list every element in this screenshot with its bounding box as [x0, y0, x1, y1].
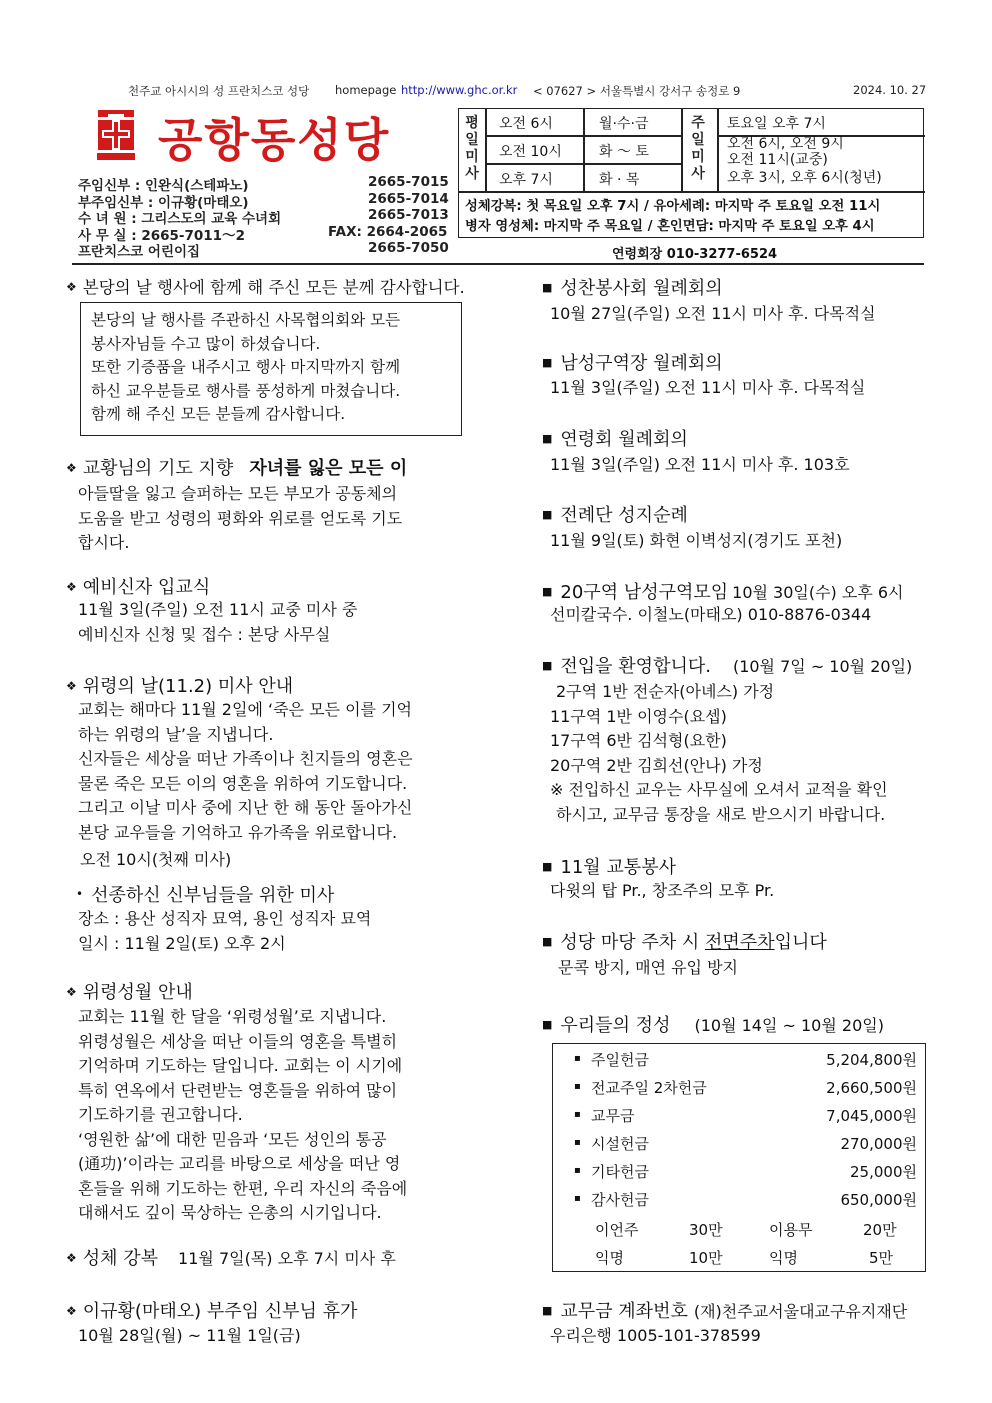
- weekday-mass-label: 평일미사: [465, 115, 479, 182]
- text-line: 물론 죽은 모든 이의 영혼을 위하여 기도합니다.: [78, 773, 408, 793]
- section-when: 10월 30일(수) 오후 6시: [732, 583, 904, 602]
- notice-line: 병자 영성체: 마지막 주 목요일 / 혼인면담: 마지막 주 토요일 오후 4시: [465, 219, 875, 234]
- square-bullet-icon: ■: [542, 585, 553, 598]
- text-line: 예비신자 신청 및 접수 : 본당 사무실: [78, 624, 331, 644]
- diamond-icon: ❖: [66, 985, 77, 999]
- issue-date: 2024. 10. 27: [853, 83, 927, 97]
- priests-mass-title: • 선종하신 신부님들을 위한 미사: [76, 885, 335, 906]
- all-souls-time: 오전 10시(첫째 미사): [80, 850, 232, 869]
- section-detail: 문콕 방지, 매연 유입 방지: [558, 958, 738, 977]
- square-bullet-icon: ■: [542, 860, 553, 873]
- staff-row: [78, 190, 449, 211]
- staff-phone: 2665-7014: [368, 190, 449, 207]
- diamond-icon: ❖: [66, 280, 77, 294]
- text-line: 일시 : 11월 2일(토) 오후 2시: [78, 933, 286, 953]
- catechumen-title: ❖ 예비신자 입교식: [66, 577, 211, 598]
- sunday-mass-line: 오후 3시, 오후 6시(청년): [727, 170, 882, 186]
- priests-mass-text: [78, 907, 371, 956]
- address: < 07627 > 서울특별시 강서구 송정로 9: [533, 84, 741, 98]
- section-detail: 선미칼국수. 이철노(마태오) 010-8876-0344: [550, 605, 872, 624]
- text-line: 11월 3일(주일) 오전 11시 교중 미사 중: [78, 600, 358, 619]
- sunday-mass-label: 주일미사: [691, 115, 705, 182]
- text-line: 특히 연옥에서 단련받는 영혼들을 위하여 많이: [78, 1080, 398, 1100]
- staff-list: [78, 174, 449, 260]
- staff-row: [78, 207, 449, 227]
- thanks-line: 함께 해 주신 모든 분들께 감사합니다.: [91, 405, 346, 423]
- saturday-mass: 토요일 오후 7시: [727, 116, 826, 132]
- bullet-icon: •: [76, 887, 84, 901]
- benediction-detail: 11월 7일(목) 오후 7시 미사 후: [178, 1249, 396, 1268]
- square-bullet-icon: ■: [542, 356, 553, 369]
- thanks-line: 봉사자님들 수고 많이 하셨습니다.: [91, 334, 321, 353]
- square-bullet-icon: ■: [542, 432, 553, 445]
- section-detail: 11월 3일(주일) 오전 11시 미사 후. 103호: [550, 455, 850, 474]
- text-line: 기억하며 기도하는 달입니다. 교회는 이 시기에: [78, 1056, 403, 1075]
- staff-label: 주임신부 : 인완식(스테파노): [78, 178, 249, 194]
- section-title: ■ 성당 마당 주차 시 전면주차입니다: [542, 932, 827, 953]
- weekday-days: 화 ～ 토: [599, 144, 649, 160]
- parish-name: 천주교 아시시의 성 프란치스코 성당: [128, 84, 310, 98]
- offering-row: ▪ 교무금 7,045,000원: [574, 1107, 917, 1125]
- text-line: 그리고 이날 미사 중에 지난 한 해 동안 돌아가신: [78, 798, 413, 817]
- text-line: 합시다.: [78, 533, 130, 552]
- section-period: (10월 14일 ~ 10월 20일): [694, 1016, 884, 1035]
- offering-row: ▪ 감사헌금 650,000원: [574, 1191, 917, 1209]
- church-logo-icon: [94, 108, 138, 162]
- thanks-title: ❖ 본당의 날 행사에 함께 해 주신 모든 분께 감사합니다.: [66, 278, 465, 297]
- section-title: ■ 남성구역장 월례회의: [542, 353, 723, 374]
- square-bullet-icon: ■: [542, 1304, 553, 1317]
- staff-phone: 2665-7050: [368, 240, 449, 256]
- square-bullet-icon: ■: [542, 508, 553, 521]
- section-detail: 11월 3일(주일) 오전 11시 미사 후. 다목적실: [550, 378, 866, 397]
- account-number: 우리은행 1005-101-378599: [550, 1326, 761, 1345]
- diamond-icon: ❖: [66, 1251, 77, 1265]
- emphasis: 전면주차: [705, 932, 775, 953]
- vacation-title: ❖ 이규황(마태오) 부주임 신부님 휴가: [66, 1301, 358, 1322]
- month-of-souls-text: [78, 1005, 458, 1226]
- text-line: 17구역 6반 김석형(요한): [550, 731, 727, 750]
- text-line: 대해서도 깊이 묵상하는 은총의 시기입니다.: [78, 1203, 382, 1222]
- sunday-mass-line: 오전 11시(교중): [727, 152, 828, 168]
- account-org: (재)천주교서울대교구유지재단: [693, 1302, 908, 1321]
- thanks-box: [80, 302, 462, 436]
- section-period: (10월 7일 ~ 10월 20일): [732, 657, 913, 676]
- month-of-souls-title: ❖ 위령성월 안내: [66, 982, 193, 1003]
- text-line: 교회는 11월 한 달을 ‘위령성월’로 지냅니다.: [78, 1007, 387, 1026]
- homepage-link[interactable]: http://www.ghc.or.kr: [401, 83, 518, 97]
- weekday-time: 오전 10시: [499, 144, 562, 160]
- weekday-days: 화 · 목: [599, 172, 640, 188]
- diamond-icon: ❖: [66, 461, 77, 475]
- text-line: 11구역 1반 이영수(요셉): [550, 706, 727, 726]
- text-line: ‘영원한 삶’에 대한 믿음과 ‘모든 성인의 통공: [78, 1129, 387, 1149]
- pope-intention-title: ❖ 교황님의 기도 지향 자녀를 잃은 모든 이: [66, 458, 408, 479]
- pope-intention-theme: 자녀를 잃은 모든 이: [249, 458, 408, 479]
- staff-row: [78, 223, 448, 244]
- newcomers-list: [550, 680, 888, 827]
- text-line: 본당 교우들을 기억하고 유가족을 위로합니다.: [78, 822, 398, 842]
- thanks-line: 또한 기증품을 내주시고 행사 마지막까지 함께: [91, 358, 401, 376]
- thanks-line: 본당의 날 행사를 주관하신 사목협의회와 모든: [91, 311, 401, 329]
- text-line: 하는 위령의 날’을 지냅니다.: [78, 724, 274, 744]
- text-line: 2구역 1반 전순자(아녜스) 가정: [556, 682, 775, 701]
- all-souls-title: ❖ 위령의 날(11.2) 미사 안내: [66, 676, 294, 697]
- staff-label: 부주임신부 : 이규황(마태오): [78, 194, 249, 211]
- mass-schedule-table: [458, 108, 924, 238]
- catechumen-text: [78, 598, 357, 647]
- staff-row: [78, 240, 449, 260]
- offering-row: ▪ 시설헌금 270,000원: [574, 1135, 917, 1153]
- diamond-icon: ❖: [66, 679, 77, 693]
- text-line: 하시고, 교무금 통장을 새로 받으시기 바랍니다.: [556, 804, 886, 824]
- notice-line: 성체강복: 첫 목요일 오후 7시 / 유아세례: 마지막 주 토요일 오전 11시: [465, 199, 881, 214]
- text-line: 교회는 해마다 11월 2일에 ‘죽은 모든 이를 기억: [78, 700, 412, 719]
- section-title: ■ 11월 교통봉사: [542, 857, 676, 878]
- section-title: ■ 20구역 남성구역모임 10월 30일(수) 오후 6시: [542, 582, 904, 603]
- section-title: ■ 전입을 환영합니다. (10월 7일 ~ 10월 20일): [542, 656, 913, 677]
- weekday-time: 오전 6시: [499, 116, 553, 132]
- section-detail: 다윗의 탑 Pr., 창조주의 모후 Pr.: [550, 881, 775, 900]
- text-line: (通功)’이라는 교리를 바탕으로 세상을 떠난 영: [78, 1154, 401, 1173]
- sunday-mass-line: 오전 6시, 오전 9시: [727, 136, 844, 152]
- diamond-icon: ❖: [66, 580, 77, 594]
- weekday-days: 월·수·금: [599, 116, 649, 132]
- text-line: 위령성월은 세상을 떠난 이들의 영혼을 특별히: [78, 1031, 398, 1051]
- square-bullet-icon: ■: [542, 935, 553, 948]
- staff-label: 프란치스코 어린이집: [78, 244, 201, 260]
- homepage-label: homepage: [335, 83, 397, 97]
- offering-row: ▪ 전교주일 2차헌금 2,660,500원: [574, 1079, 917, 1097]
- vacation-detail: 10월 28일(월) ~ 11월 1일(금): [78, 1326, 301, 1345]
- text-line: 20구역 2반 김희선(안나) 가정: [550, 755, 763, 775]
- section-title: ■ 연령회 월례회의: [542, 429, 688, 450]
- thanks-line: 하신 교우분들로 행사를 풍성하게 마쳤습니다.: [91, 381, 401, 400]
- weekday-time: 오후 7시: [499, 172, 553, 188]
- offering-row: ▪ 기타헌금 25,000원: [574, 1163, 917, 1181]
- diamond-icon: ❖: [66, 1304, 77, 1318]
- staff-phone: 2665-7015: [368, 174, 449, 190]
- staff-label: 수 녀 원 : 그리스도의 교육 수녀회: [78, 211, 282, 227]
- text-line: ※ 전입하신 교우는 사무실에 오셔서 교적을 확인: [550, 780, 888, 799]
- benediction-title: ❖ 성체 강복 11월 7일(목) 오후 7시 미사 후: [66, 1248, 396, 1269]
- staff-phone: 2665-7013: [368, 207, 449, 223]
- section-detail: 10월 27일(주일) 오전 11시 미사 후. 다목적실: [550, 304, 876, 323]
- offering-table: ▪ 주일헌금 5,204,800원 ▪ 전교주일 2차헌금 2,660,500원 ▪ 교무금 7,045,000원 ▪ 시설헌금 270,000원 ▪ 기타헌금 25,000원 ▪ 감사헌금 650,000원 이언주 30만 이용무 20만 익명 10만 익명 5만: [552, 1043, 926, 1272]
- staff-fax: FAX: 2664-2065: [328, 223, 448, 240]
- church-title: 공항동성당: [158, 113, 391, 167]
- square-bullet-icon: ■: [542, 281, 553, 294]
- staff-row: [78, 174, 449, 194]
- all-souls-text: [78, 698, 458, 845]
- text-line: 도움을 받고 성령의 평화와 위로를 얻도록 기도: [78, 508, 403, 528]
- funeral-committee-contact: 연령회장 010-3277-6524: [612, 247, 778, 262]
- pope-intention-text: [78, 482, 466, 556]
- square-bullet-icon: ■: [542, 1018, 553, 1031]
- text-line: 신자들은 세상을 떠난 가족이나 친지들의 영혼은: [78, 749, 413, 768]
- text-line: 혼들을 위해 기도하는 한편, 우리 자신의 죽음에: [78, 1178, 408, 1198]
- section-title: ■ 성찬봉사회 월례회의: [542, 278, 723, 299]
- section-title: ■ 우리들의 정성 (10월 14일 ~ 10월 20일): [542, 1015, 884, 1036]
- header-divider: [72, 263, 924, 265]
- square-bullet-icon: ■: [542, 659, 553, 672]
- text-line: 장소 : 용산 성직자 묘역, 용인 성직자 묘역: [78, 909, 372, 928]
- staff-label: 사 무 실 : 2665-7011～2: [78, 227, 245, 244]
- section-title: ■ 전례단 성지순례: [542, 505, 688, 526]
- section-detail: 11월 9일(토) 화현 이벽성지(경기도 포천): [550, 531, 843, 550]
- header-line: [0, 80, 992, 104]
- section-title: ■ 교무금 계좌번호 (재)천주교서울대교구유지재단: [542, 1301, 908, 1322]
- text-line: 기도하기를 권고합니다.: [78, 1105, 243, 1124]
- offering-row: ▪ 주일헌금 5,204,800원: [574, 1051, 917, 1069]
- text-line: 아들딸을 잃고 슬퍼하는 모든 부모가 공동체의: [78, 484, 398, 503]
